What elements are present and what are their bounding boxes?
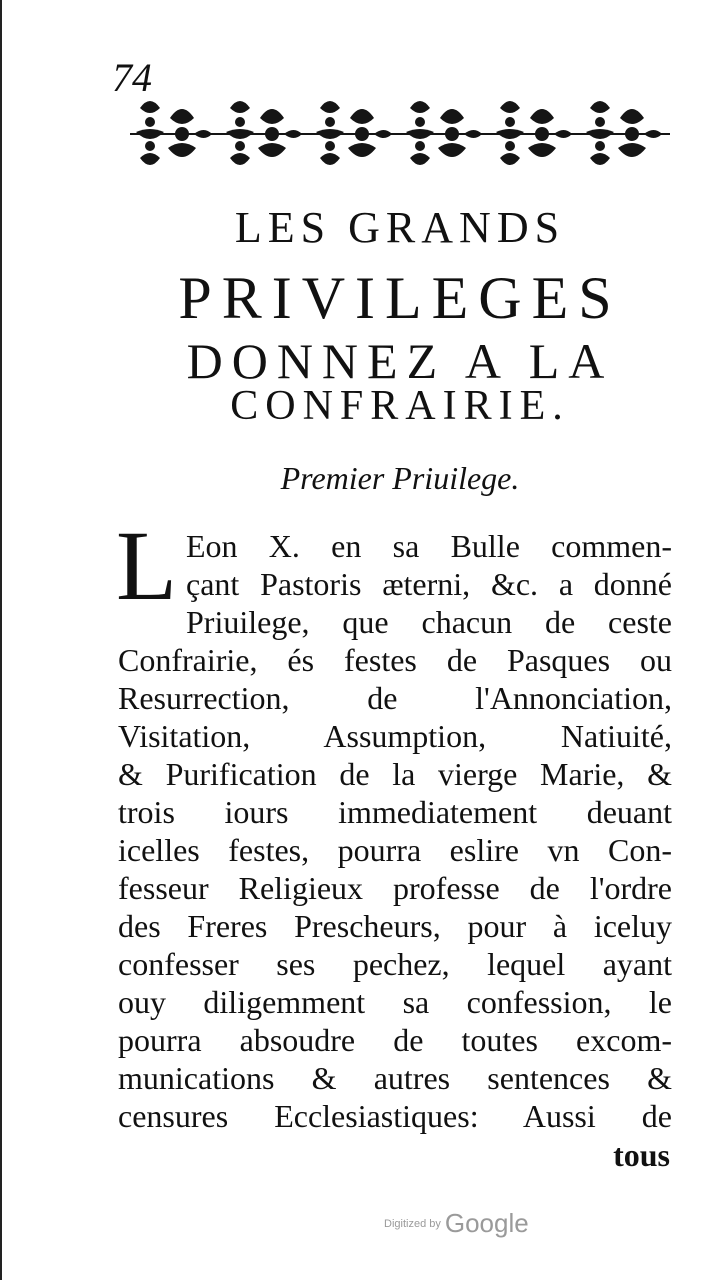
body-line: trois iours immediatement deuant <box>118 794 672 830</box>
title-line-3: DONNEZ A LA <box>186 333 614 389</box>
watermark-brand: Google <box>444 1208 529 1238</box>
body-line: Eon X. en sa Bulle commen- <box>186 528 672 564</box>
title-line-4: CONFRAIRIE. <box>230 383 570 429</box>
subheading: Premier Priuilege. <box>280 460 520 496</box>
body-line: censures Ecclesiastiques: Aussi de <box>118 1098 672 1134</box>
body-line: confesser ses pechez, lequel ayant <box>118 946 672 982</box>
page-number: 74 <box>112 55 152 100</box>
body-line: munications & autres sentences & <box>118 1060 672 1096</box>
body-line: icelles festes, pourra eslire vn Con- <box>118 832 672 868</box>
ornamental-headpiece <box>130 88 678 180</box>
body-line: fesseur Religieux professe de l'ordre <box>118 870 672 906</box>
title-line-2: PRIVILEGES <box>178 265 622 331</box>
digitization-watermark <box>384 1208 529 1239</box>
watermark-prefix: Digitized by <box>384 1217 441 1230</box>
body-line: Confrairie, és festes de Pasques ou <box>118 642 672 678</box>
title-line-1: LES GRANDS <box>234 203 566 252</box>
body-line: Priuilege, que chacun de ceste <box>186 604 672 640</box>
body-line: Resurrection, de l'Annonciation, <box>118 680 672 716</box>
body-line: & Purification de la vierge Marie, & <box>118 756 672 792</box>
body-line: pourra absoudre de toutes excom- <box>118 1022 672 1058</box>
body-line: çant Pastoris æterni, &c. a donné <box>186 566 672 602</box>
page-edge <box>0 0 2 1280</box>
catchword: tous <box>613 1137 670 1173</box>
body-line: des Freres Prescheurs, pour à iceluy <box>118 908 672 944</box>
body-line: ouy diligemment sa confession, le <box>118 984 672 1020</box>
drop-cap: L <box>116 510 178 621</box>
body-line: Visitation, Assumption, Natiuité, <box>118 718 672 754</box>
